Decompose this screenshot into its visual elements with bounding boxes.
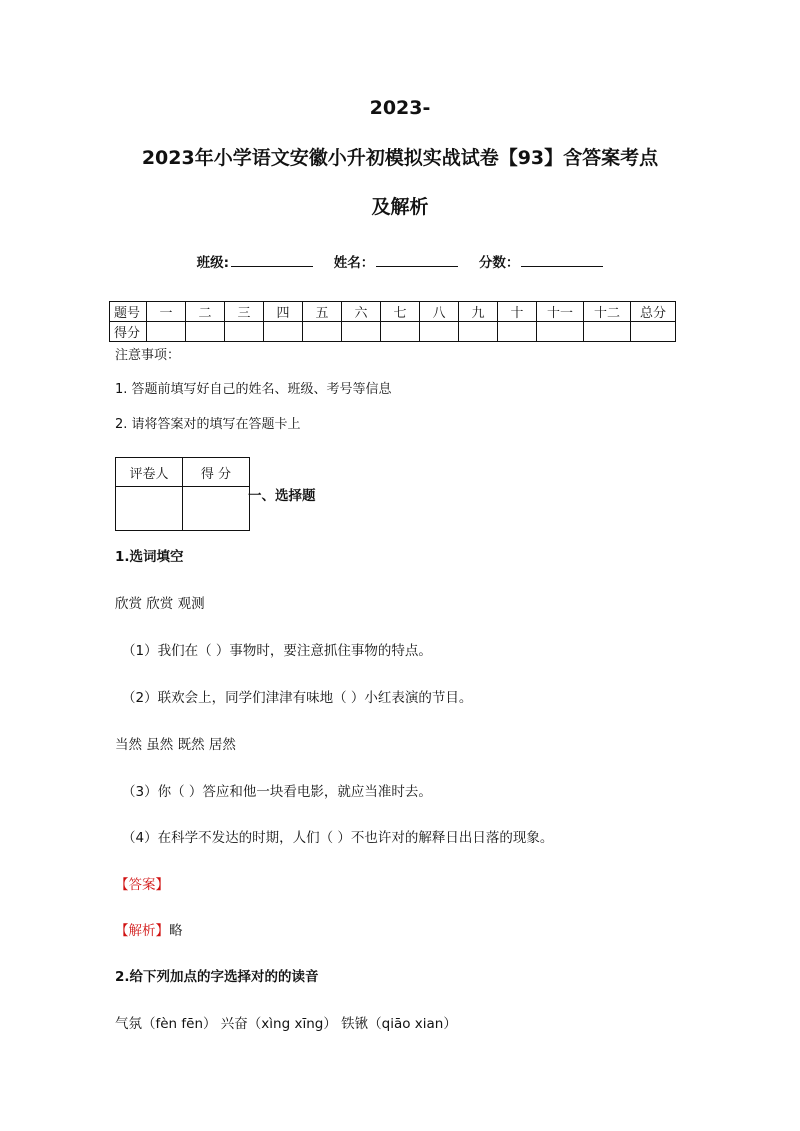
class-blank[interactable] xyxy=(231,254,313,267)
table-cell: 三 xyxy=(225,302,264,322)
table-cell: 四 xyxy=(264,302,303,322)
question-1-item-4: （4）在科学不发达的时期，人们（ ）不也许对的解释日出日落的现象。 xyxy=(122,830,554,846)
grader-label: 评卷人 xyxy=(116,458,183,487)
table-cell: 十二 xyxy=(584,302,631,322)
table-cell: 一 xyxy=(147,302,186,322)
question-2-pinyin-line: 气氛（fèn fēn） 兴奋（xìng xīng） 铁锹（qiāo xian） xyxy=(115,1016,457,1032)
title-line-2: 2023年小学语文安徽小升初模拟实战试卷【93】含答案考点 xyxy=(141,147,659,169)
question-2-title: 2.给下列加点的字选择对的的读音 xyxy=(115,969,319,985)
note-item: 1. 答题前填写好自己的姓名、班级、考号等信息 xyxy=(115,382,392,397)
score-entry-cell[interactable] xyxy=(183,487,250,531)
question-1-item-2: （2）联欢会上，同学们津津有味地（ ）小红表演的节目。 xyxy=(122,690,473,706)
answer-label: 【答案】 xyxy=(115,877,169,893)
score-entry-cell[interactable] xyxy=(225,322,264,342)
score-entry-cell[interactable] xyxy=(631,322,676,342)
grader-table xyxy=(115,457,250,531)
title-line-3: 及解析 xyxy=(371,196,429,218)
table-cell: 总分 xyxy=(631,302,676,322)
question-1-item-1: （1）我们在（ ）事物时，要注意抓住事物的特点。 xyxy=(122,643,432,659)
question-1-title: 1.选词填空 xyxy=(115,549,184,565)
grader-entry-cell[interactable] xyxy=(116,487,183,531)
table-cell: 六 xyxy=(342,302,381,322)
question-1-item-3: （3）你（ ）答应和他一块看电影，就应当准时去。 xyxy=(122,784,432,800)
table-cell: 七 xyxy=(381,302,420,322)
score-entry-cell[interactable] xyxy=(303,322,342,342)
analysis-text: 略 xyxy=(169,923,183,939)
name-blank[interactable] xyxy=(376,254,458,267)
student-info-fields xyxy=(0,251,800,271)
word-bank-2: 当然 虽然 既然 居然 xyxy=(115,737,236,753)
word-bank-1: 欣赏 欣赏 观测 xyxy=(115,596,205,612)
score-entry-cell[interactable] xyxy=(498,322,537,342)
class-label: 班级: xyxy=(196,255,229,271)
analysis-line xyxy=(115,919,183,939)
score-entry-cell[interactable] xyxy=(342,322,381,342)
score-entry-cell[interactable] xyxy=(537,322,584,342)
section-title: 一、选择题 xyxy=(248,488,316,504)
table-cell: 十一 xyxy=(537,302,584,322)
table-cell: 题号 xyxy=(110,302,147,322)
name-field[interactable] xyxy=(334,251,459,271)
score-entry-cell[interactable] xyxy=(264,322,303,342)
score-entry-cell[interactable] xyxy=(420,322,459,342)
score-entry-cell[interactable] xyxy=(459,322,498,342)
title-line-1: 2023- xyxy=(369,97,431,119)
table-cell: 十 xyxy=(498,302,537,322)
table-cell: 九 xyxy=(459,302,498,322)
table-cell: 五 xyxy=(303,302,342,322)
score-table-header-row xyxy=(110,302,676,322)
name-label: 姓名： xyxy=(333,255,375,271)
score-label: 分数： xyxy=(478,255,520,271)
score-blank[interactable] xyxy=(521,254,603,267)
table-cell: 得分 xyxy=(110,322,147,342)
note-item: 2. 请将答案对的填写在答题卡上 xyxy=(115,417,301,432)
score-entry-cell[interactable] xyxy=(147,322,186,342)
table-cell: 二 xyxy=(186,302,225,322)
grader-header-row xyxy=(116,458,250,487)
score-entry-cell[interactable] xyxy=(186,322,225,342)
score-table-score-row xyxy=(110,322,676,342)
score-entry-cell[interactable] xyxy=(381,322,420,342)
class-field[interactable] xyxy=(197,251,313,271)
table-cell: 八 xyxy=(420,302,459,322)
notes-heading: 注意事项： xyxy=(115,348,181,363)
grader-entry-row xyxy=(116,487,250,531)
score-field[interactable] xyxy=(479,251,604,271)
score-entry-cell[interactable] xyxy=(584,322,631,342)
analysis-label: 【解析】 xyxy=(115,923,169,939)
score-label: 得 分 xyxy=(183,458,250,487)
score-table xyxy=(109,301,676,342)
